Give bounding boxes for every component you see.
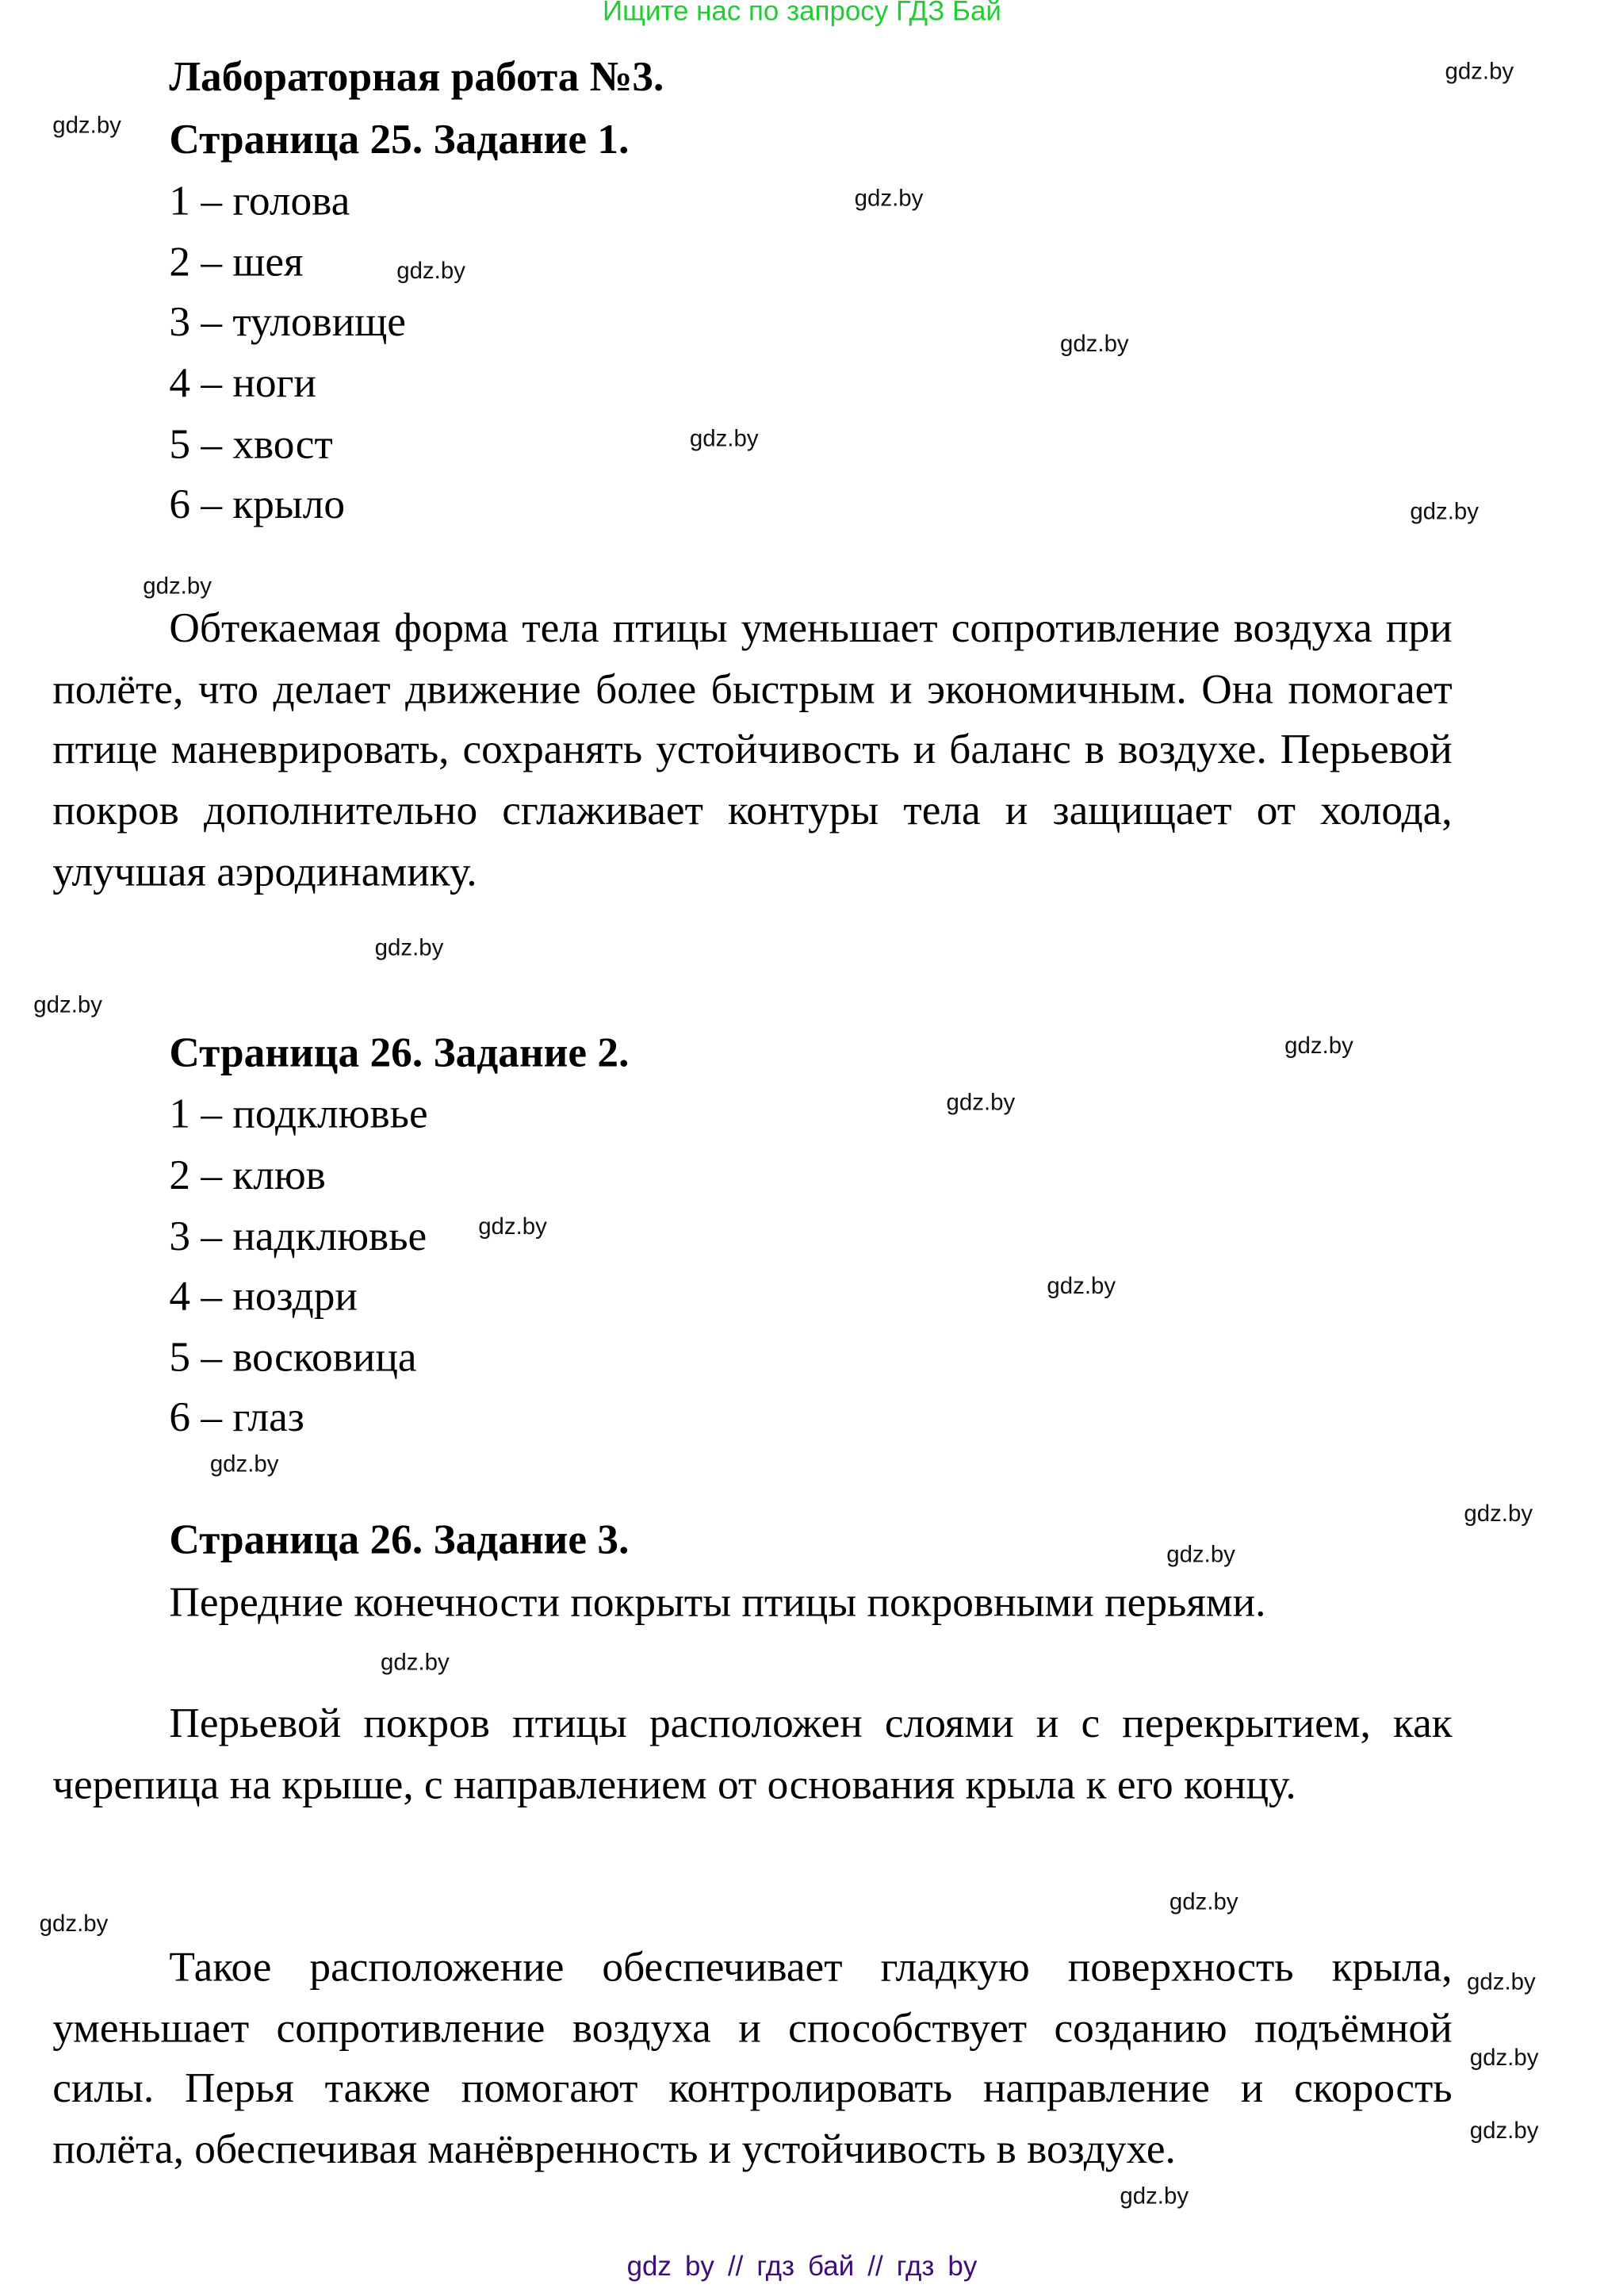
watermark: gdz.by bbox=[854, 186, 924, 212]
list-item: 4 – ноги bbox=[169, 360, 316, 408]
list-item: 6 – крыло bbox=[169, 481, 346, 528]
list-item: 3 – надклювье bbox=[169, 1213, 427, 1260]
watermark: gdz.by bbox=[1469, 2119, 1539, 2145]
watermark: gdz.by bbox=[1047, 1274, 1116, 1300]
task3-heading: Страница 26. Задание 3. bbox=[169, 1516, 630, 1564]
paragraph-text: Такое расположение обеспечивает гладкую поверхность крыла, уменьшает сопротивление воздуха и способствует созданию подъёмной силы. Перья также помогают контролировать направление и скорость полёта, обеспечивая манёвренность и устойчивость в воздухе. bbox=[52, 1944, 1453, 2174]
watermark: gdz.by bbox=[1410, 500, 1480, 526]
watermark: gdz.by bbox=[1120, 2184, 1189, 2210]
watermark: gdz.by bbox=[1169, 1890, 1238, 1915]
task1-heading: Страница 25. Задание 1. bbox=[169, 117, 630, 163]
watermark: gdz.by bbox=[689, 427, 759, 453]
paragraph-text: Перьевой покров птицы расположен слоями и с перекрытием, как черепица на крыше, с направлением от основания крыла к его концу. bbox=[52, 1700, 1453, 1808]
list-item: 4 – ноздри bbox=[169, 1273, 358, 1320]
watermark: gdz.by bbox=[1464, 1502, 1533, 1527]
footer-links[interactable]: gdz by // гдз бай // гдз by bbox=[626, 2252, 978, 2283]
list-item: 3 – туловище bbox=[169, 298, 406, 346]
watermark: gdz.by bbox=[209, 1452, 279, 1478]
list-item: 2 – шея bbox=[169, 239, 304, 286]
paragraph-text: Обтекаемая форма тела птицы уменьшает сопротивление воздуха при полёте, что делает движение более быстрым и экономичным. Она помогает птице маневрировать, сохранять устойчивость и баланс в воздухе. Перьевой покров дополнительно сглаживает контуры тела и защищает от холода, улучшая аэродинамику. bbox=[52, 605, 1453, 895]
watermark: gdz.by bbox=[374, 936, 444, 961]
watermark: gdz.by bbox=[1059, 332, 1129, 358]
search-banner[interactable]: Ищите нас по запросу ГДЗ Бай bbox=[602, 0, 1001, 28]
list-item: 5 – восковица bbox=[169, 1334, 417, 1382]
watermark: gdz.by bbox=[380, 1650, 450, 1677]
list-item: 2 – клюв bbox=[169, 1152, 326, 1199]
watermark: gdz.by bbox=[143, 574, 212, 600]
task1-paragraph bbox=[52, 600, 1452, 903]
list-item: 1 – голова bbox=[169, 178, 350, 225]
watermark: gdz.by bbox=[1445, 59, 1514, 85]
watermark: gdz.by bbox=[946, 1091, 1016, 1116]
list-item: 6 – глаз bbox=[169, 1394, 304, 1441]
watermark: gdz.by bbox=[396, 259, 465, 285]
list-item: 5 – хвост bbox=[169, 421, 333, 469]
watermark: gdz.by bbox=[478, 1214, 547, 1240]
watermark: gdz.by bbox=[1467, 1970, 1536, 1995]
watermark: gdz.by bbox=[1284, 1033, 1353, 1060]
watermark: gdz.by bbox=[1469, 2046, 1539, 2072]
list-item: 1 – подклювье bbox=[169, 1091, 428, 1138]
task3-paragraph-2 bbox=[52, 1938, 1452, 2182]
watermark: gdz.by bbox=[52, 113, 121, 139]
task2-heading: Страница 26. Задание 2. bbox=[169, 1029, 630, 1077]
page-title: Лабораторная работа №3. bbox=[169, 54, 664, 101]
task3-paragraph-1 bbox=[52, 1695, 1452, 1816]
task3-line: Передние конечности покрыты птицы покровными перьями. bbox=[169, 1579, 1266, 1627]
watermark: gdz.by bbox=[33, 993, 102, 1018]
watermark: gdz.by bbox=[1166, 1543, 1235, 1568]
watermark: gdz.by bbox=[39, 1911, 109, 1938]
